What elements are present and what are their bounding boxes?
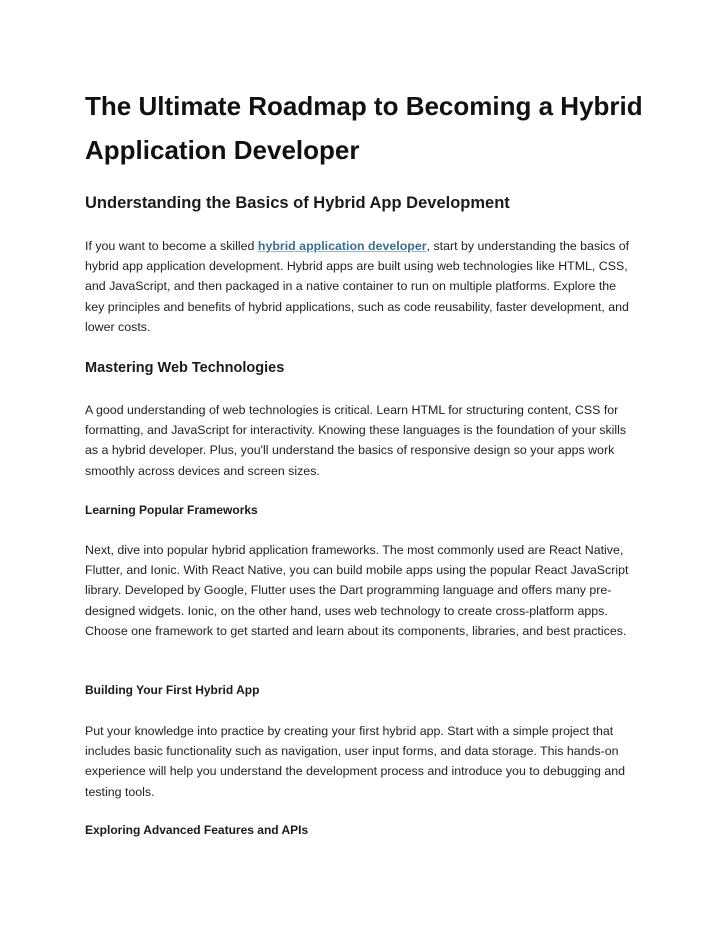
section-paragraph-basics xyxy=(85,236,637,337)
paragraph-text-start: If you want to become a skilled xyxy=(85,239,258,253)
section-heading-basics: Understanding the Basics of Hybrid App Development xyxy=(85,194,510,212)
section-heading-web-tech: Mastering Web Technologies xyxy=(85,360,285,376)
section-paragraph-first-app: Put your knowledge into practice by creating your first hybrid app. Start with a simple project that includes basic functionality such as navigation, user input forms, and data storage. This hands-on experience will help you understand the development process and introduce you to debugging and testing tools. xyxy=(85,724,626,799)
section-paragraph-web-tech: A good understanding of web technologies is critical. Learn HTML for structuring content, CSS for formatting, and JavaScript for interactivity. Knowing these languages is the foundation of your skills as a hybrid developer. Plus, you'll understand the basics of responsive design so your apps work smoothly across devices and screen sizes. xyxy=(85,403,627,478)
section-paragraph-frameworks: Next, dive into popular hybrid application frameworks. The most commonly used are React Native, Flutter, and Ionic. With React Native, you can build mobile apps using the popular React JavaScript library. Developed by Google, Flutter uses the Dart programming language and offers many pre-designed widgets. Ionic, on the other hand, uses web technology to create cross-platform apps. Choose one framework to get started and learn about its components, libraries, and best practices. xyxy=(85,543,629,638)
hybrid-developer-link[interactable]: hybrid application developer xyxy=(257,239,427,253)
section-heading-first-app: Building Your First Hybrid App xyxy=(85,683,260,697)
paragraph-text-end: , start by understanding the basics of hybrid app application development. Hybrid apps are built using web technologies like HTML, CSS, and JavaScript, and then packaged in a native container to run on multiple platforms. Explore the key principles and benefits of hybrid applications, such as code reusability, faster development, and lower costs. xyxy=(85,239,630,334)
section-heading-advanced: Exploring Advanced Features and APIs xyxy=(85,823,309,837)
document-title: The Ultimate Roadmap to Becoming a Hybrid Application Developer xyxy=(85,91,643,165)
section-heading-frameworks: Learning Popular Frameworks xyxy=(85,503,258,517)
